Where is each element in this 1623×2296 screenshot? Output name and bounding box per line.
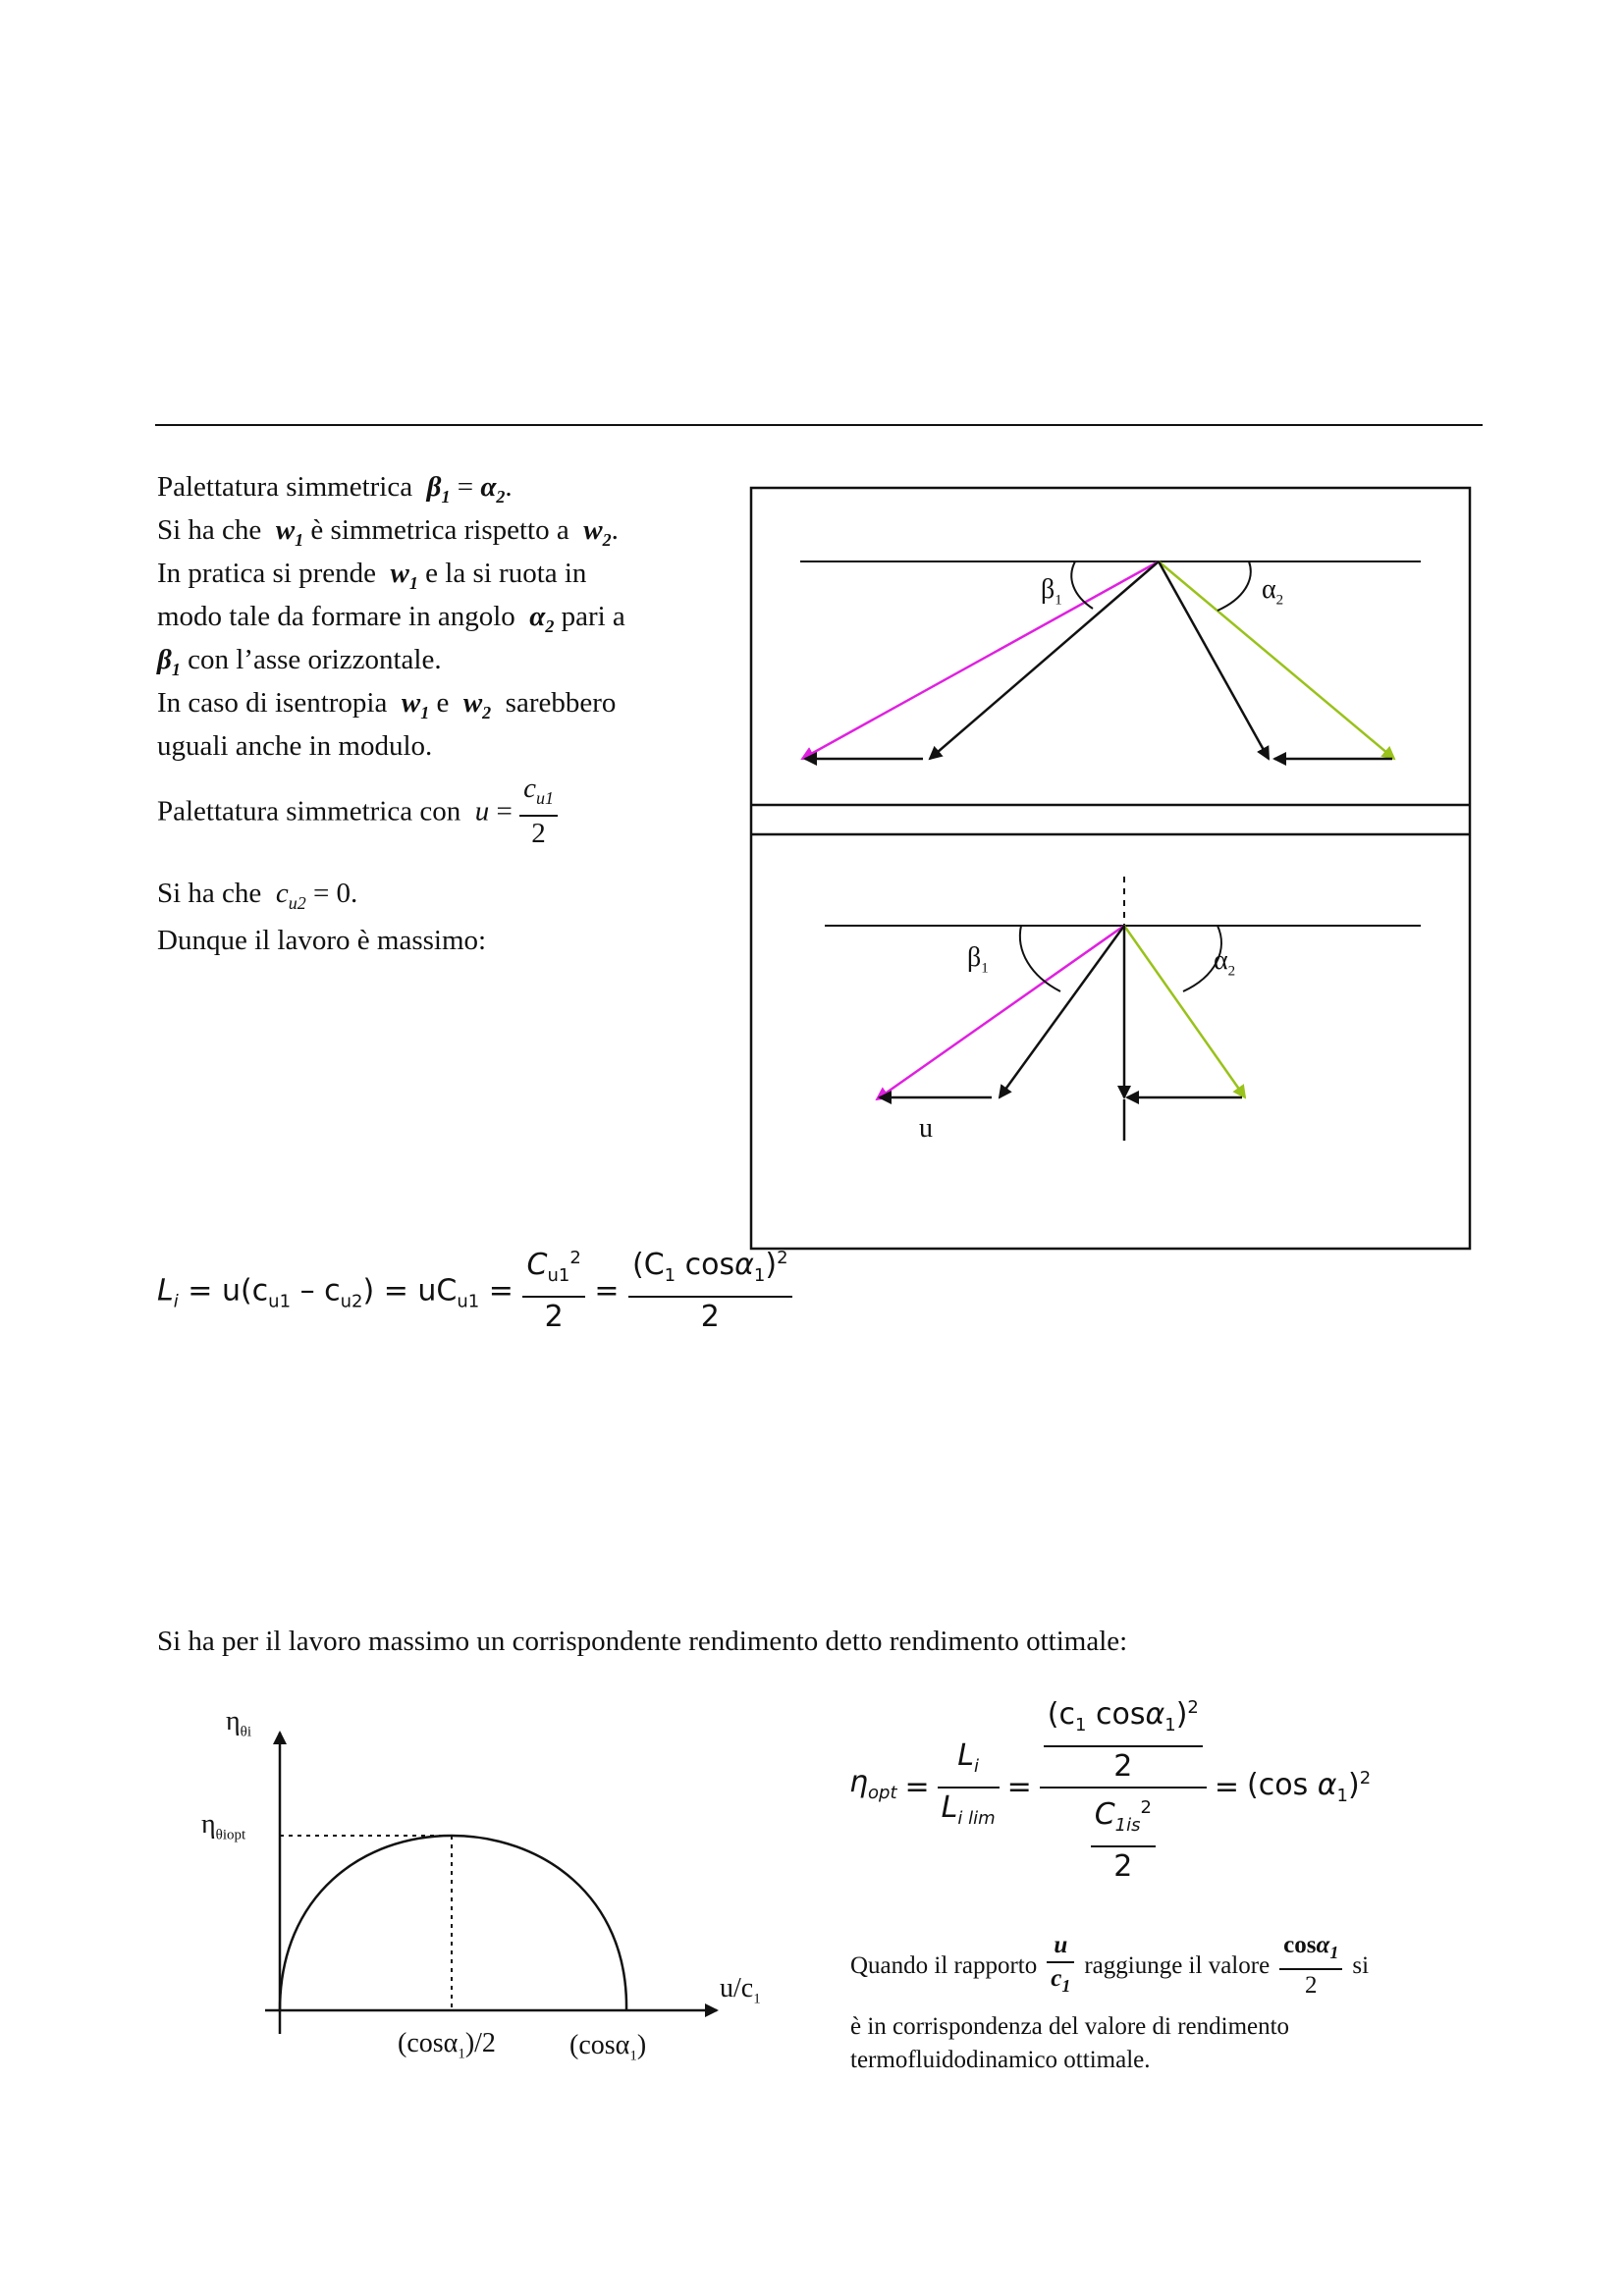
para-line-6: In caso di isentropia $w_1$ e $w_2$ sarebbero	[157, 687, 617, 722]
equation-work: $L_i = u(c_{u1} - c_{u2}) = uC_{u1}$ = $\frac{C_{u1}^2}{2}$ = $\frac{(C_1 \cos\alpha_1)^2}{2}$	[157, 1247, 792, 1337]
velocity-triangle-diagram-1	[800, 561, 1421, 759]
para-line-4: modo tale da formare in angolo $\alpha_2$ pari a	[157, 601, 625, 636]
para-line-5: $\beta_1$ con l’asse orizzontale.	[157, 644, 442, 679]
graph-x-label: $u/c_1$	[720, 1973, 761, 2007]
condition-sentence-line-1: Quando il rapporto $\frac{u}{c_1}$ raggiunge il valore $\frac{\cos\alpha_1}{2}$ si	[850, 1932, 1370, 1999]
graph-y-label: $\eta_{\theta i}$	[226, 1706, 252, 1740]
para-line-2: Si ha che $w_1$ è simmetrica rispetto a $w_2$.	[157, 514, 619, 550]
diagram1-beta-label: $\beta_1$	[1041, 574, 1062, 609]
alpha2-arc	[1217, 561, 1251, 611]
graph-tick-full: (cosα$_1$)	[569, 2030, 647, 2064]
beta1-arc	[1020, 926, 1060, 991]
optimal-efficiency-sentence: Si ha per il lavoro massimo un corrispondente rendimento detto rendimento ottimale:	[157, 1626, 1128, 1657]
velocity-triangle-diagram-2	[825, 877, 1421, 1141]
efficiency-graph	[265, 1733, 717, 2034]
condition-sentence-line-3: termofluidodinamico ottimale.	[850, 2047, 1151, 2073]
diagram2-beta-label: $\beta_1$	[967, 942, 989, 977]
efficiency-curve	[280, 1836, 626, 2010]
para-line-3: In pratica si prende $w_1$ e la si ruota in	[157, 558, 587, 593]
diagram1-alpha-label: $\alpha_2$	[1262, 574, 1284, 609]
diagram2-u-label: u	[919, 1113, 933, 1144]
para-line-10: Dunque il lavoro è massimo:	[157, 925, 487, 956]
para-line-9: Si ha che $c_{u2} = 0$.	[157, 878, 358, 913]
graph-y-opt-label: $\eta_{\theta iopt}$	[201, 1809, 246, 1843]
para-line-1: Palettatura simmetrica $\beta_1 = \alpha_2$.	[157, 471, 513, 507]
equation-eta-opt: $\eta_{opt}$ = $\frac{L_i}{L_{i lim}}$ = $\frac{\frac{(c_1 \cos\alpha_1)^2}{2}}{\frac{C_{1is}^2}{2}}$ = (cos $\alpha_1)^2$	[849, 1688, 1371, 1887]
para-line-8: Palettatura simmetrica con u = $\frac{c_{u1}}{2}$	[157, 777, 558, 850]
diagram2-alpha-label: $\alpha_2$	[1214, 945, 1236, 980]
para-line-7: uguali anche in modulo.	[157, 730, 433, 762]
c1-vector	[1000, 926, 1124, 1097]
w1-vector	[877, 926, 1124, 1099]
graph-tick-half: (cosα$_1$)/2	[398, 2028, 496, 2062]
beta1-arc	[1071, 561, 1093, 609]
c2-vector	[1159, 561, 1269, 759]
condition-sentence-line-2: è in corrispondenza del valore di rendimento	[850, 2013, 1290, 2040]
w1-vector	[802, 561, 1159, 759]
